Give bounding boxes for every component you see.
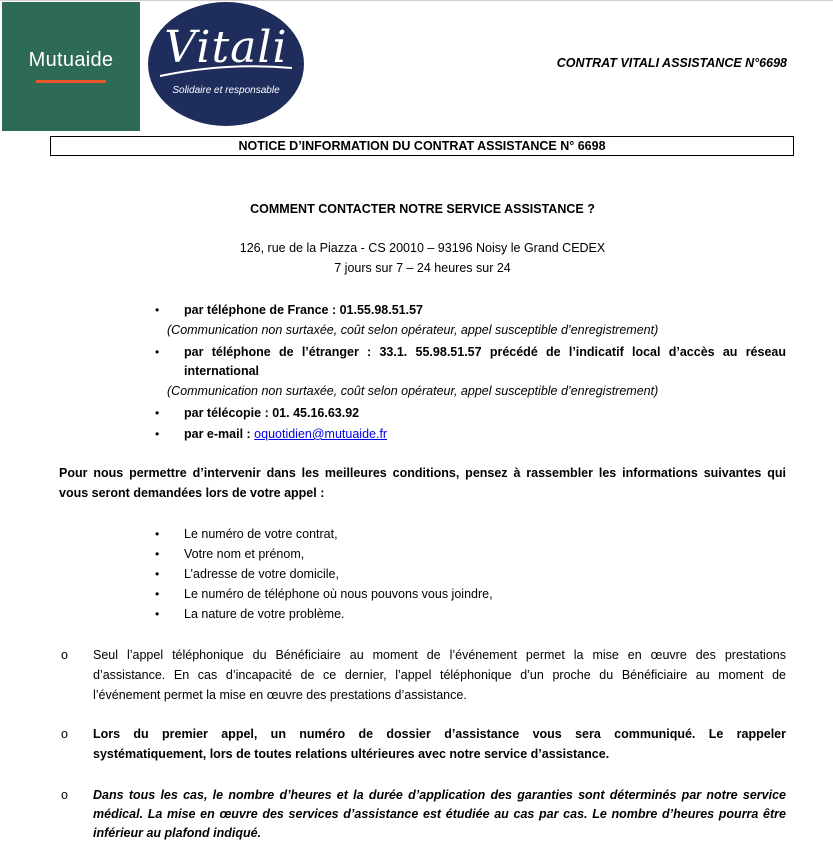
paragraph-file-number-line2: systématiquement, lors de toutes relations ultérieures avec notre service d’assistance. [93,747,610,761]
top-rule [0,0,833,1]
bullet-icon: • [155,406,160,420]
phone-abroad-cont: international [184,364,260,378]
bullet-icon: • [155,345,160,359]
paragraph-call-line3: l’événement permet la mise en œuvre des prestations d’assistance. [93,688,467,702]
circle-bullet-icon: o [61,788,68,802]
email-label: par e-mail : [184,427,255,441]
mutuaide-logo [2,2,140,131]
info-intro-cont: vous seront demandées lors de votre appel : [59,486,325,500]
bullet-icon: • [155,547,160,561]
info-item-phone: Le numéro de téléphone où nous pouvons vous joindre, [184,587,493,601]
bullet-icon: • [155,427,160,441]
info-item-address: L’adresse de votre domicile, [184,567,339,581]
bullet-icon: • [155,587,160,601]
mutuaide-logo-underline [36,80,106,83]
fax: par télécopie : 01. 45.16.63.92 [184,406,360,420]
info-item-contract-number: Le numéro de votre contrat, [184,527,338,541]
paragraph-file-number-line1: Lors du premier appel, un numéro de dossier d’assistance vous sera communiqué. Le rappeler [93,727,786,741]
info-item-name: Votre nom et prénom, [184,547,305,561]
bullet-icon: • [155,607,160,621]
info-item-problem: La nature de votre problème. [184,607,345,621]
contact-address: 126, rue de la Piazza - CS 20010 – 93196 Noisy le Grand CEDEX [239,241,606,255]
contact-heading: COMMENT CONTACTER NOTRE SERVICE ASSISTANCE ? [250,202,595,216]
call-note: (Communication non surtaxée, coût selon opérateur, appel susceptible d’enregistrement) [167,323,659,337]
bullet-icon: • [155,567,160,581]
phone-france: par téléphone de France : 01.55.98.51.57 [184,303,424,317]
paragraph-medical-line2: médical. La mise en œuvre des services d’assistance est étudiée au cas par cas. Le nombre d’heures pourra être [93,807,786,821]
vitali-tagline: Solidaire et responsable [172,85,280,96]
phone-abroad: par téléphone de l’étranger : 33.1. 55.98.51.57 précédé de l’indicatif local d’accès au réseau [184,345,786,359]
contract-reference: CONTRAT VITALI ASSISTANCE N°6698 [556,56,787,70]
contact-hours: 7 jours sur 7 – 24 heures sur 24 [334,261,511,275]
paragraph-medical-line1: Dans tous les cas, le nombre d’heures et la durée d’application des garanties sont déterminés par notre service [93,788,786,802]
bullet-icon: • [155,303,160,317]
vitali-logo-text: Vitali [164,22,288,73]
paragraph-call-line2: d’assistance. En cas d’incapacité de ce dernier, l’appel téléphonique d’un proche du Bénéficiaire au moment de [93,668,786,682]
call-note: (Communication non surtaxée, coût selon opérateur, appel susceptible d’enregistrement) [167,384,659,398]
bullet-icon: • [155,527,160,541]
vitali-logo [148,2,304,126]
info-intro: Pour nous permettre d’intervenir dans les meilleures conditions, pensez à rassembler les informations suivantes qui [59,466,786,480]
mutuaide-logo-text: Mutuaide [28,49,114,71]
circle-bullet-icon: o [61,648,68,662]
paragraph-medical-line3: inférieur au plafond indiqué. [93,826,262,840]
circle-bullet-icon: o [61,727,68,741]
vitali-swoosh-icon [156,60,296,80]
notice-title: NOTICE D’INFORMATION DU CONTRAT ASSISTANCE N° 6698 [50,136,794,156]
email-link[interactable]: oquotidien@mutuaide.fr [254,427,388,441]
paragraph-call-line1: Seul l’appel téléphonique du Bénéficiaire au moment de l’événement permet la mise en œuvre des prestations [93,648,786,662]
